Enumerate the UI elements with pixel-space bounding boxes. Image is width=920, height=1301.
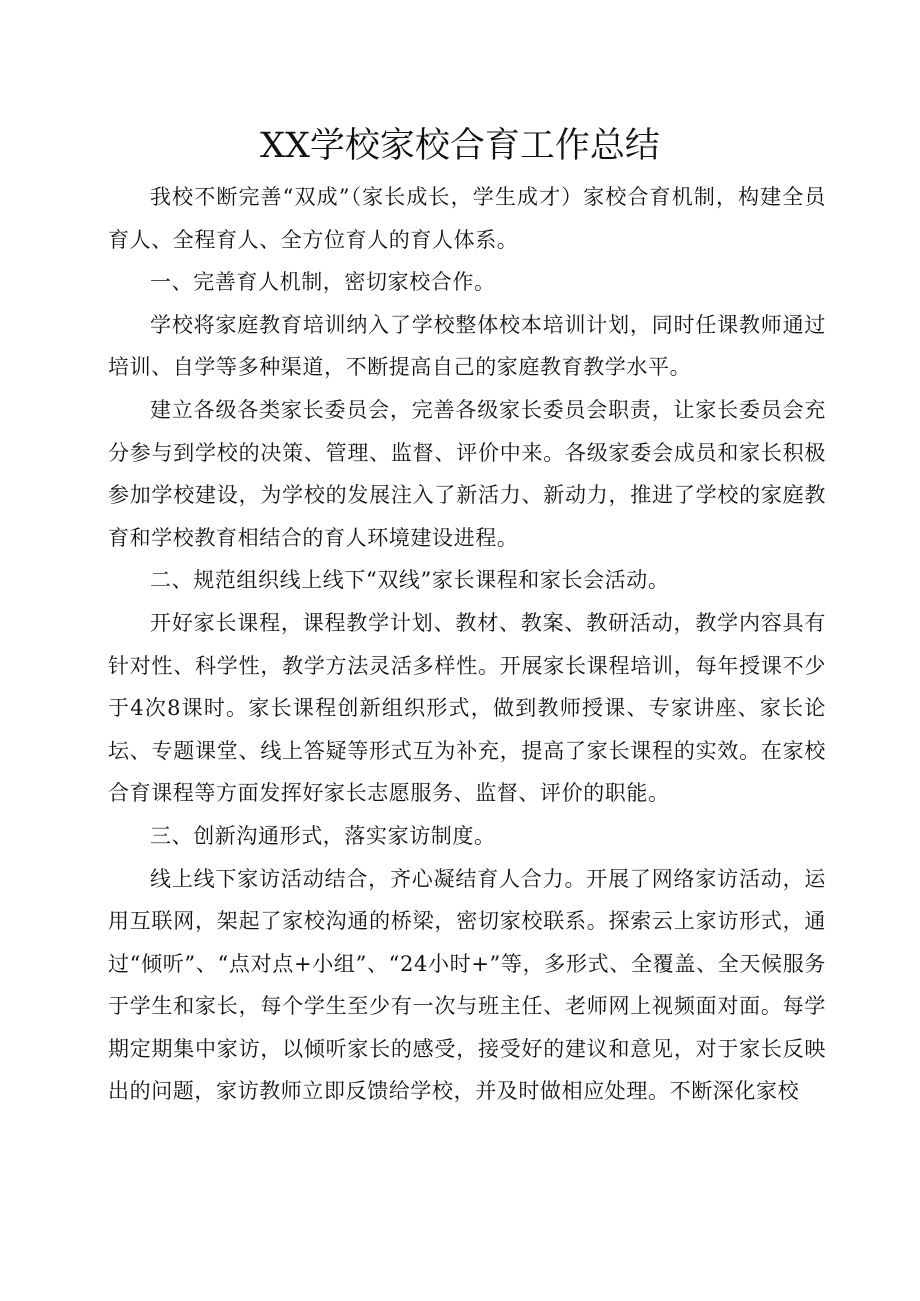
document-body [108,176,826,1113]
body-paragraph: 开好家长课程，课程教学计划、教材、教案、教研活动，教学内容具有针对性、科学性，教学方法灵活多样性。开展家长课程培训，每年授课不少于4次8课时。家长课程创新组织形式，做到教师授课、专家讲座、家长论坛、专题课堂、线上答疑等形式互为补充，提高了家长课程的实效。在家校合育课程等方面发挥好家长志愿服务、监督、评价的职能。 [108,610,826,806]
section-heading-1: 一、完善育人机制，密切家校合作。 [150,270,496,295]
body-paragraph: 学校将家庭教育培训纳入了学校整体校本培训计划，同时任课教师通过培训、自学等多种渠道，不断提高自己的家庭教育教学水平。 [108,312,826,380]
body-paragraph: 建立各级各类家长委员会，完善各级家长委员会职责，让家长委员会充分参与到学校的决策、管理、监督、评价中来。各级家委会成员和家长积极参加学校建设，为学校的发展注入了新活力、新动力，推进了学校的家庭教育和学校教育相结合的育人环境建设进程。 [108,397,826,550]
body-paragraph: 线上线下家访活动结合，齐心凝结育人合力。开展了网络家访活动，运用互联网，架起了家校沟通的桥梁，密切家校联系。探索云上家访形式，通过“倾听”、“点对点+小组”、“24小时+”等，多形式、全覆盖、全天候服务于学生和家长，每个学生至少有一次与班主任、老师网上视频面对面。每学期定期集中家访，以倾听家长的感受，接受好的建议和意见，对于家长反映出的问题，家访教师立即反馈给学校，并及时做相应处理。不断深化家校 [108,866,826,1104]
section-heading-2: 二、规范组织线上线下“双线”家长课程和家长会活动。 [150,568,670,593]
document-title: XX学校家校合育工作总结 [260,126,660,166]
section-heading-3: 三、创新沟通形式，落实家访制度。 [150,823,496,848]
intro-paragraph: 我校不断完善“双成”（家长成长，学生成才）家校合育机制，构建全员育人、全程育人、全方位育人的育人体系。 [108,185,826,252]
